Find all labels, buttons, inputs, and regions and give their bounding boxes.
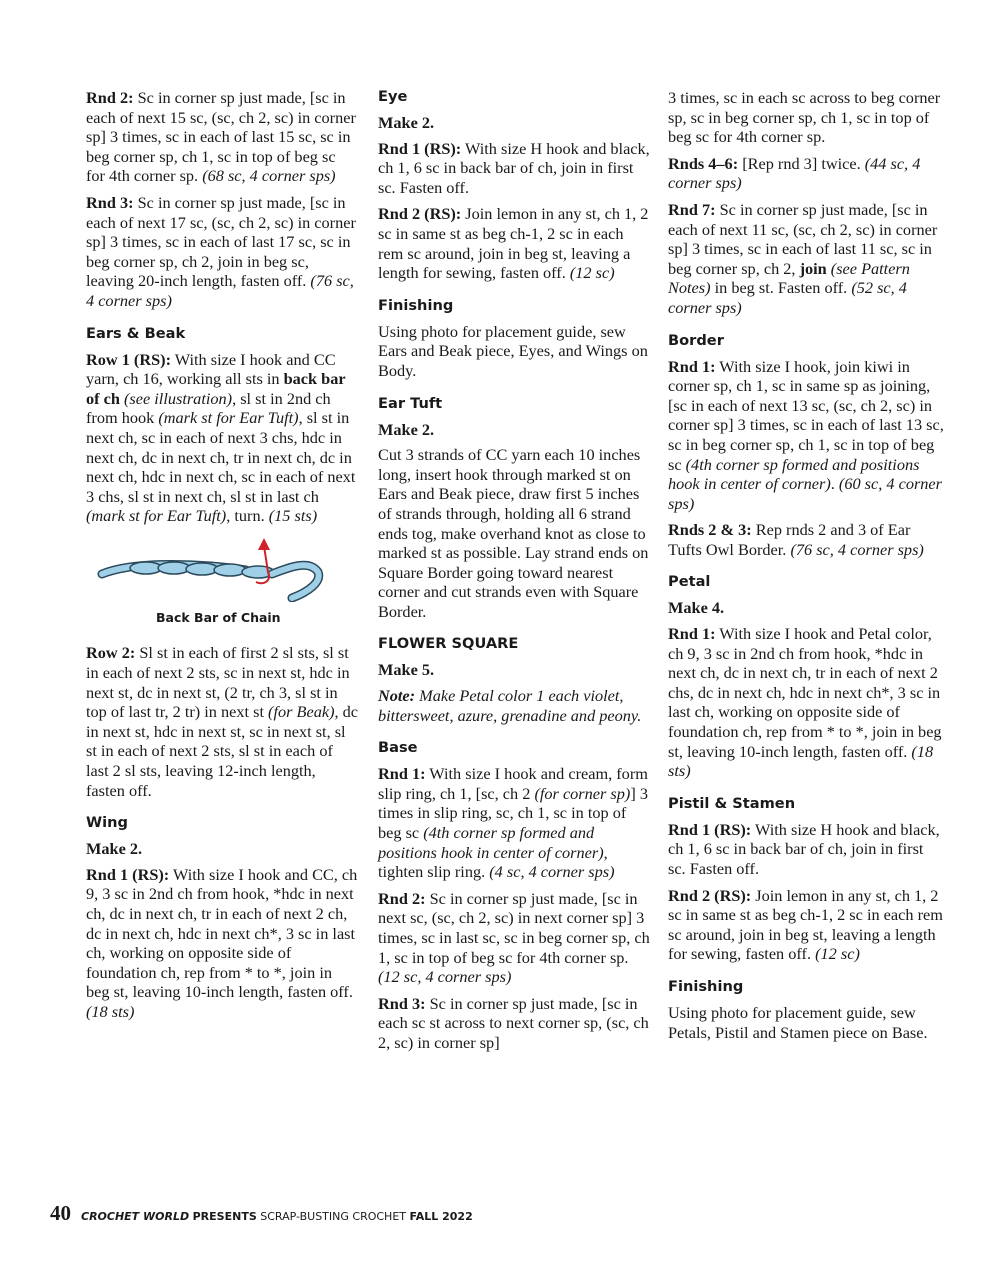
continued-paragraph: 3 times, sc in each sc across to beg corner sp, sc in beg corner sp, ch 1, sc in top of beg sc for 4th corner sp. — [668, 88, 941, 147]
ear-tuft-make: Make 2. — [378, 419, 435, 439]
ear-tuft-paragraph: Cut 3 strands of CC yarn each 10 inches long, insert hook through marked st on Ears and Beak piece, draw first 5 inches of strands through, holding all 6 strand ends tog, make overhand knot as close to marked st as possible. Lay strand ends on Square Border going toward nearest corner and cut strands even with Square Border. — [378, 445, 649, 621]
eye-rnd2-paragraph: Rnd 2 (RS): Join lemon in any st, ch 1, 2 sc in same st as beg ch-1, 2 sc in each rem sc around, join in beg st, leaving a length for sewing, fasten off. (12 sc) — [378, 204, 649, 283]
border-heading: Border — [668, 331, 724, 349]
flower-finishing-paragraph: Using photo for placement guide, sew Petals, Pistil and Stamen piece on Base. — [668, 1002, 928, 1042]
column-1 — [86, 88, 358, 1029]
base-heading: Base — [378, 739, 418, 757]
back-bar-illustration — [86, 536, 358, 628]
chain-stitch-image — [96, 536, 326, 602]
flower-square-heading: FLOWER SQUARE — [378, 635, 519, 653]
base-rnd2-paragraph: Rnd 2: Sc in corner sp just made, [sc in next sc, (sc, ch 2, sc) in next corner sp] 3 times, sc in last sc, sc in beg corner sp, ch 1, sc in top of beg sc for 4th corner sp. (12 sc, 4 corner sps) — [378, 888, 650, 987]
column-3 — [668, 88, 944, 1049]
column-2 — [378, 88, 650, 1060]
wing-heading: Wing — [86, 814, 128, 832]
petal-rnd1-paragraph: Rnd 1: With size I hook and Petal color, ch 9, 3 sc in 2nd ch from hook, *hdc in next ch, dc in next ch, tr in each of next 2 chs, dc in next ch, hdc in next ch*, 3 sc in last ch, working on opposite side of foundation ch, rep from * to *, join in beg st, leaving 10-inch length, fasten off. (18 sts) — [668, 624, 942, 781]
page-number: 40 — [50, 1201, 71, 1225]
eye-heading: Eye — [378, 88, 408, 105]
wing-rnd1-paragraph: Rnd 1 (RS): With size I hook and CC, ch 9, 3 sc in 2nd ch from hook, *hdc in next ch, dc in next ch, tr in each of next 2 ch, dc in next ch, hdc in next ch*, 3 sc in last ch, working on opposite side of foundation ch, rep from * to *, join in beg st, leaving 10-inch length, fasten off. (18 sts) — [86, 864, 358, 1021]
petal-make: Make 4. — [668, 598, 725, 618]
border-rnds2-3-paragraph: Rnds 2 & 3: Rep rnds 2 and 3 of Ear Tufts Owl Border. (76 sc, 4 corner sps) — [668, 520, 924, 559]
finishing-paragraph: Using photo for placement guide, sew Ears and Beak piece, Eyes, and Wings on Body. — [378, 321, 648, 380]
rnd3-paragraph: Rnd 3: Sc in corner sp just made, [sc in each of next 17 sc, (sc, ch 2, sc) in corner sp] 3 times, sc in each of last 17 sc, sc in beg corner sp, ch 2, join in beg sc, leaving 20-inch length, fasten off. (76 sc, 4 corner sps) — [86, 192, 356, 310]
ear-tuft-heading: Ear Tuft — [378, 394, 443, 412]
border-rnd1-paragraph: Rnd 1: With size I hook, join kiwi in corner sp, ch 1, sc in same sp as joining, [sc in each of next 13 sc, (sc, ch 2, sc) in corner sp] 3 times, sc in each of last 13 sc, sc in beg corner sp, ch 1, sc in top of beg sc (4th corner sp formed and positions hook in center of corner). (60 sc, 4 corner sps) — [668, 356, 944, 513]
base-rnd3-paragraph: Rnd 3: Sc in corner sp just made, [sc in each sc st across to next corner sp, (sc, ch 2, sc) in corner sp] — [378, 993, 649, 1052]
base-rnd1-paragraph: Rnd 1: With size I hook and cream, form slip ring, ch 1, [sc, ch 2 (for corner sp)] 3 times in slip ring, sc, ch 1, sc in top of beg sc (4th corner sp formed and positions hook in center of corner), tighten slip ring. (4 sc, 4 corner sps) — [378, 764, 648, 882]
flower-finishing-heading: Finishing — [668, 977, 744, 995]
page-footer — [50, 1201, 473, 1226]
row2-paragraph: Row 2: Sl st in each of first 2 sl sts, sl st in each of next 2 sts, sc in next st, hdc in next st, dc in next st, (2 tr, ch 3, sl st in top of last tr, 2 tr) in next st (for Beak), dc in next st, hdc in next st, sc in next st, sl st in each of next 2 sts, sl st in each of last 2 sl sts, leaving 12-inch length, fasten off. — [86, 643, 359, 800]
eye-rnd1-paragraph: Rnd 1 (RS): With size H hook and black, ch 1, 6 sc in back bar of ch, join in first sc. Fasten off. — [378, 138, 650, 197]
note-paragraph: Note: Make Petal color 1 each violet, bittersweet, azure, grenadine and peony. — [378, 686, 642, 725]
pistil-stamen-heading: Pistil & Stamen — [668, 794, 796, 812]
flower-make: Make 5. — [378, 660, 435, 680]
eye-make: Make 2. — [378, 113, 435, 132]
pistil-rnd2-paragraph: Rnd 2 (RS): Join lemon in any st, ch 1, 2 sc in same st as beg ch-1, 2 sc in each rem sc around, join in beg st, leaving a length for sewing, fasten off. (12 sc) — [668, 885, 943, 964]
pistil-rnd1-paragraph: Rnd 1 (RS): With size H hook and black, ch 1, 6 sc in back bar of ch, join in first sc. Fasten off. — [668, 819, 940, 878]
rnds4-6-paragraph: Rnds 4–6: [Rep rnd 3] twice. (44 sc, 4 corner sps) — [668, 153, 921, 193]
finishing-heading: Finishing — [378, 296, 454, 314]
wing-make: Make 2. — [86, 839, 143, 859]
footer-title: CROCHET WORLD PRESENTS SCRAP-BUSTING CROCHET FALL 2022 — [81, 1210, 473, 1223]
row1-paragraph: Row 1 (RS): With size I hook and CC yarn, ch 16, working all sts in back bar of ch (see illustration), sl st in 2nd ch from hook (mark st for Ear Tuft), sl st in next ch, sc in each of next 3 chs, hdc in next ch, dc in next ch, tr in next ch, dc in next ch, hdc in next ch, sc in each of next 3 chs, sl st in next ch, sl st in last ch (mark st for Ear Tuft), turn. (15 sts) — [86, 349, 356, 526]
ears-beak-heading: Ears & Beak — [86, 324, 186, 342]
rnd7-paragraph: Rnd 7: Sc in corner sp just made, [sc in each of next 11 sc, (sc, ch 2, sc) in corner sp] 3 times, sc in each of last 11 sc, sc in beg corner sp, ch 2, join (see Pattern Notes) in beg st. Fasten off. (52 sc, 4 corner sps) — [668, 199, 938, 317]
rnd2-paragraph: Rnd 2: Sc in corner sp just made, [sc in each of next 15 sc, (sc, ch 2, sc) in corner sp] 3 times, sc in each of last 15 sc, sc in beg corner sp, ch 1, sc in top of beg sc for 4th corner sp. (68 sc, 4 corner sps) — [86, 88, 356, 186]
illustration-caption: Back Bar of Chain — [156, 609, 281, 625]
petal-heading: Petal — [668, 573, 711, 591]
